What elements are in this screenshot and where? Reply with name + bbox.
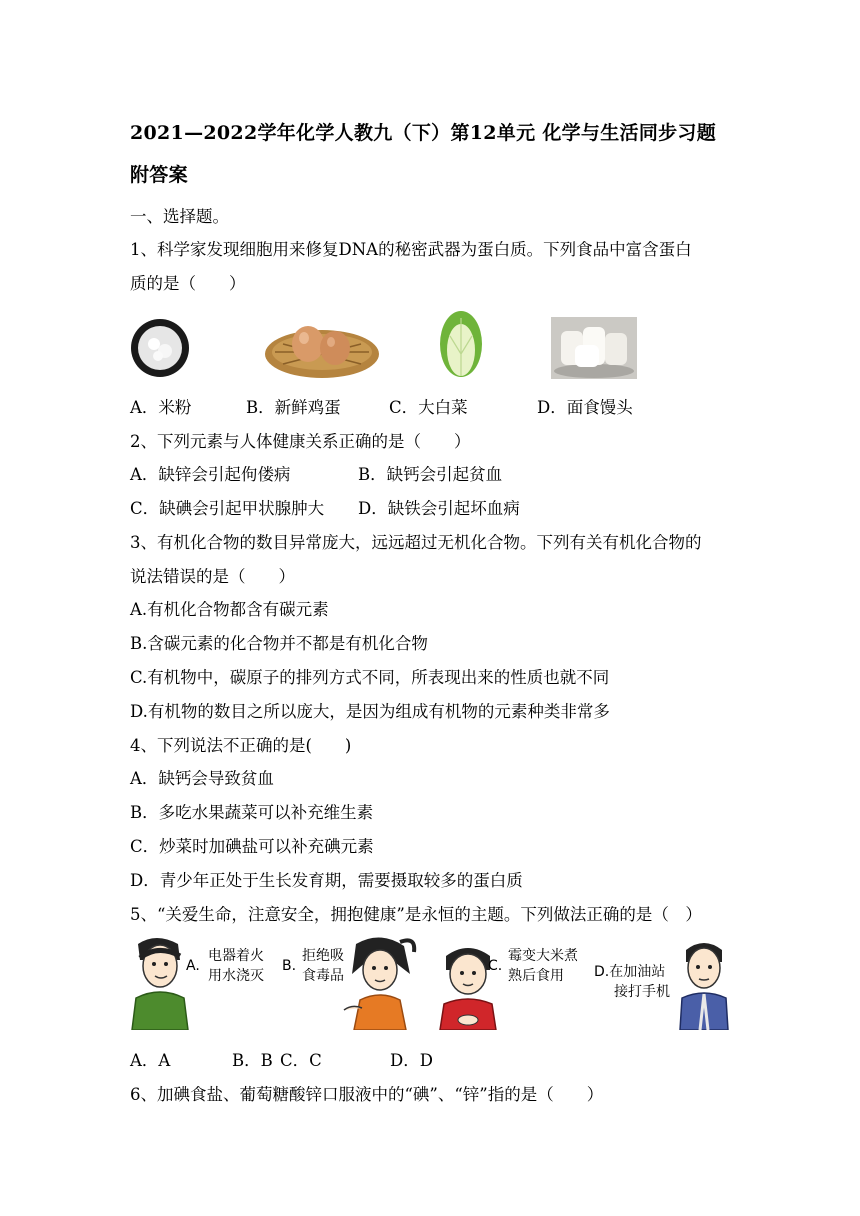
bubble-c-text-2: 熟后食用 (508, 968, 564, 984)
question-5-text: 5、“关爱生命，注意安全，拥抱健康”是永恒的主题。下列做法正确的是（ ） (130, 905, 702, 924)
question-2-option-b: B．缺钙会引起贫血 (358, 465, 503, 484)
question-5-option-d: D．D (390, 1051, 433, 1070)
cabbage-image (436, 306, 486, 378)
bubble-c-text-1: 霉变大米煮 (508, 948, 578, 964)
person-d-icon (676, 936, 732, 1030)
bubble-a-letter: A. (186, 958, 200, 974)
rice-flour-image (130, 318, 192, 380)
question-1-option-a: A．米粉 (130, 398, 192, 417)
bubble-b-text-2: 食毒品 (302, 968, 344, 984)
person-a-icon (128, 934, 192, 1030)
question-6-text: 6、加碘食盐、葡萄糖酸锌口服液中的“碘”、“锌”指的是（ ） (130, 1085, 604, 1104)
question-4-option-c: C．炒菜时加碘盐可以补充碘元素 (130, 837, 374, 856)
question-2-text: 2、下列元素与人体健康关系正确的是（ ） (130, 432, 471, 451)
bubble-a-text-2: 用水浇灭 (208, 968, 264, 984)
question-3-option-d: D.有机物的数目之所以庞大，是因为组成有机物的元素种类非常多 (130, 702, 610, 721)
question-4-option-a: A．缺钙会导致贫血 (130, 769, 274, 788)
section-heading: 一、选择题。 (130, 207, 229, 226)
document-title-continued: 附答案 (130, 164, 188, 186)
question-5-option-c: C．C (280, 1051, 322, 1070)
question-5-illustration (128, 934, 732, 1030)
question-3-option-b: B.含碳元素的化合物并不都是有机化合物 (130, 634, 428, 653)
question-4-option-d: D．青少年正处于生长发育期，需要摄取较多的蛋白质 (130, 871, 523, 890)
question-1-option-c: C．大白菜 (389, 398, 468, 417)
bubble-a-text-1: 电器着火 (208, 948, 264, 964)
question-1-text-continued: 质的是（ ） (130, 274, 246, 293)
question-3-option-a: A.有机化合物都含有碳元素 (130, 600, 329, 619)
question-1-text: 1、科学家发现细胞用来修复DNA的秘密武器为蛋白质。下列食品中富含蛋白 (130, 240, 692, 259)
bubble-d-text-2: 接打手机 (614, 984, 670, 1000)
fresh-eggs-image (263, 314, 381, 380)
person-c-icon (434, 940, 504, 1030)
question-4-option-b: B．多吃水果蔬菜可以补充维生素 (130, 803, 374, 822)
question-3-text: 3、有机化合物的数目异常庞大，远远超过无机化合物。下列有关有机化合物的 (130, 533, 702, 552)
question-2-option-a: A．缺锌会引起佝偻病 (130, 465, 291, 484)
bubble-c-letter: C. (488, 958, 503, 974)
question-3-text-continued: 说法错误的是（ ） (130, 567, 295, 586)
question-4-text: 4、下列说法不正确的是( ) (130, 736, 352, 755)
bubble-d-text-1: D.在加油站 (594, 964, 666, 980)
bubble-b-letter: B. (282, 958, 297, 974)
question-2-option-d: D．缺铁会引起坏血病 (358, 499, 520, 518)
question-3-option-c: C.有机物中，碳原子的排列方式不同，所表现出来的性质也就不同 (130, 668, 610, 687)
document-title: 2021—2022学年化学人教九（下）第12单元 化学与生活同步习题 (130, 122, 717, 144)
question-5-option-b: B．B (232, 1051, 273, 1070)
question-5-option-a: A．A (130, 1051, 171, 1070)
steamed-buns-image (551, 317, 637, 379)
question-2-option-c: C．缺碘会引起甲状腺肿大 (130, 499, 325, 518)
person-b-icon (340, 934, 418, 1030)
question-1-option-b: B．新鲜鸡蛋 (246, 398, 341, 417)
bubble-b-text-1: 拒绝吸 (302, 948, 344, 964)
question-1-option-d: D．面食馒头 (537, 398, 633, 417)
